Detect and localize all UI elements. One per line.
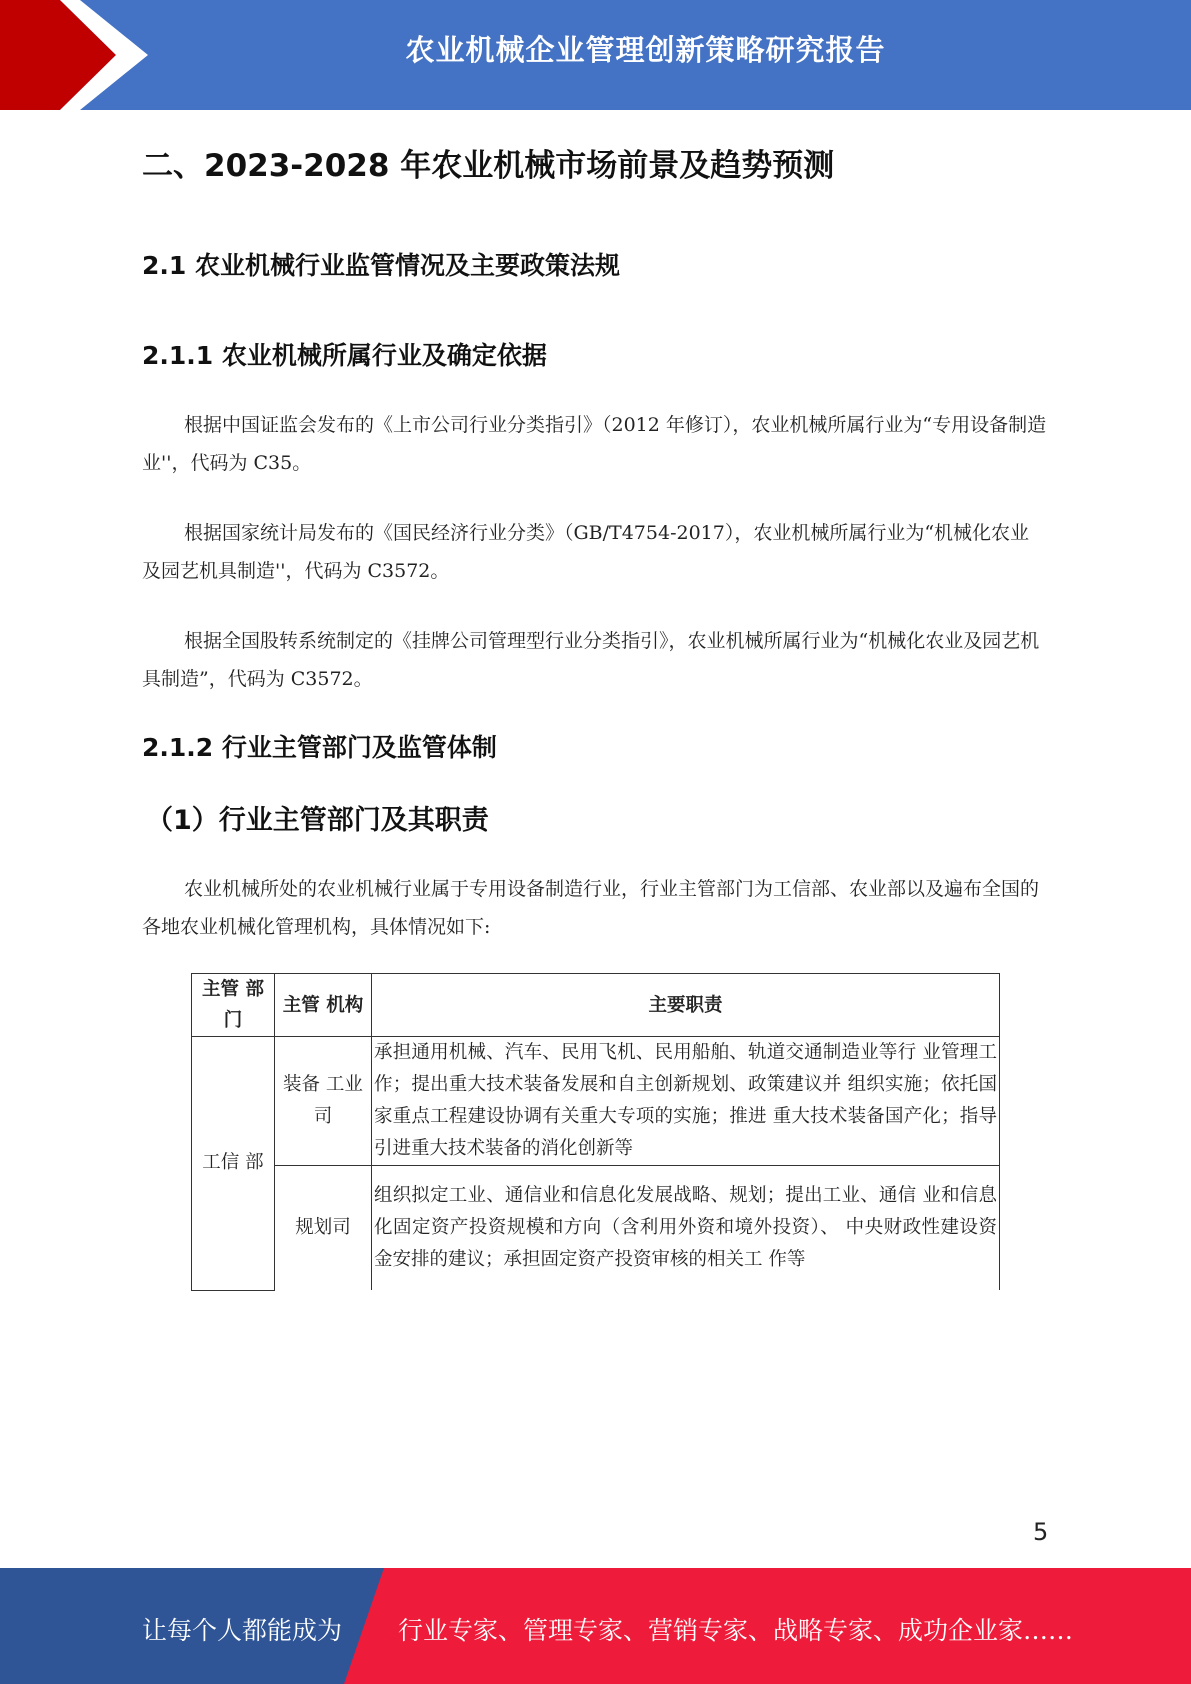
subsection-heading-regulation: 2.1.2 行业主管部门及监管体制 [142, 733, 497, 762]
cell-agency: 装备 工业司 [275, 1037, 372, 1166]
table-row [192, 1166, 1000, 1291]
cell-department: 工信 部 [192, 1037, 275, 1291]
paragraph-neeq: 根据全国股转系统制定的《挂牌公司管理型行业分类指引》，农业机械所属行业为“机械化农业及园艺机具制造”，代码为 C3572。 [142, 630, 1040, 690]
subsection-heading-industry: 2.1.1 农业机械所属行业及确定依据 [142, 341, 547, 370]
header-department: 主管 部门 [192, 974, 275, 1037]
table-row [192, 1037, 1000, 1166]
sub-subsection-heading: （1）行业主管部门及其职责 [146, 805, 489, 836]
cell-agency: 规划司 [275, 1166, 372, 1291]
paragraph-nbs: 根据国家统计局发布的《国民经济行业分类》（GB/T4754-2017），农业机械所属行业为“机械化农业及园艺机具制造''，代码为 C3572。 [142, 522, 1030, 582]
header-arrow-decoration [0, 0, 150, 110]
report-title: 农业机械企业管理创新策略研究报告 [405, 33, 886, 67]
authority-table [191, 973, 1000, 1291]
page-header [0, 0, 1191, 110]
table-header-row [192, 974, 1000, 1037]
footer-slogan-right: 行业专家、管理专家、营销专家、战略专家、成功企业家…… [398, 1616, 1074, 1645]
chapter-heading: 二、2023-2028 年农业机械市场前景及趋势预测 [142, 148, 835, 184]
cell-duty: 承担通用机械、汽车、民用飞机、民用船舶、轨道交通制造业等行 业管理工作；提出重大技术装备发展和自主创新规划、政策建议并 组织实施；依托国家重点工程建设协调有关重大专项的实施；推进 重大技术装备国产化；指导引进重大技术装备的消化创新等 [372, 1037, 1000, 1166]
page-number: 5 [1033, 1518, 1049, 1546]
header-agency: 主管 机构 [275, 974, 372, 1037]
section-heading: 2.1 农业机械行业监管情况及主要政策法规 [142, 251, 620, 280]
paragraph-csrc: 根据中国证监会发布的《上市公司行业分类指引》（2012 年修订），农业机械所属行业为“专用设备制造业''，代码为 C35。 [142, 414, 1047, 474]
paragraph-intro: 农业机械所处的农业机械行业属于专用设备制造行业，行业主管部门为工信部、农业部以及遍布全国的各地农业机械化管理机构，具体情况如下: [142, 878, 1040, 938]
footer-slogan-left: 让每个人都能成为 [142, 1616, 343, 1645]
cell-duty: 组织拟定工业、通信业和信息化发展战略、规划；提出工业、通信 业和信息化固定资产投资规模和方向（含利用外资和境外投资）、 中央财政性建设资金安排的建议；承担固定资产投资审核的相关工 作等 [372, 1166, 1000, 1291]
page-footer [0, 1568, 1191, 1684]
header-duty: 主要职责 [372, 974, 1000, 1037]
